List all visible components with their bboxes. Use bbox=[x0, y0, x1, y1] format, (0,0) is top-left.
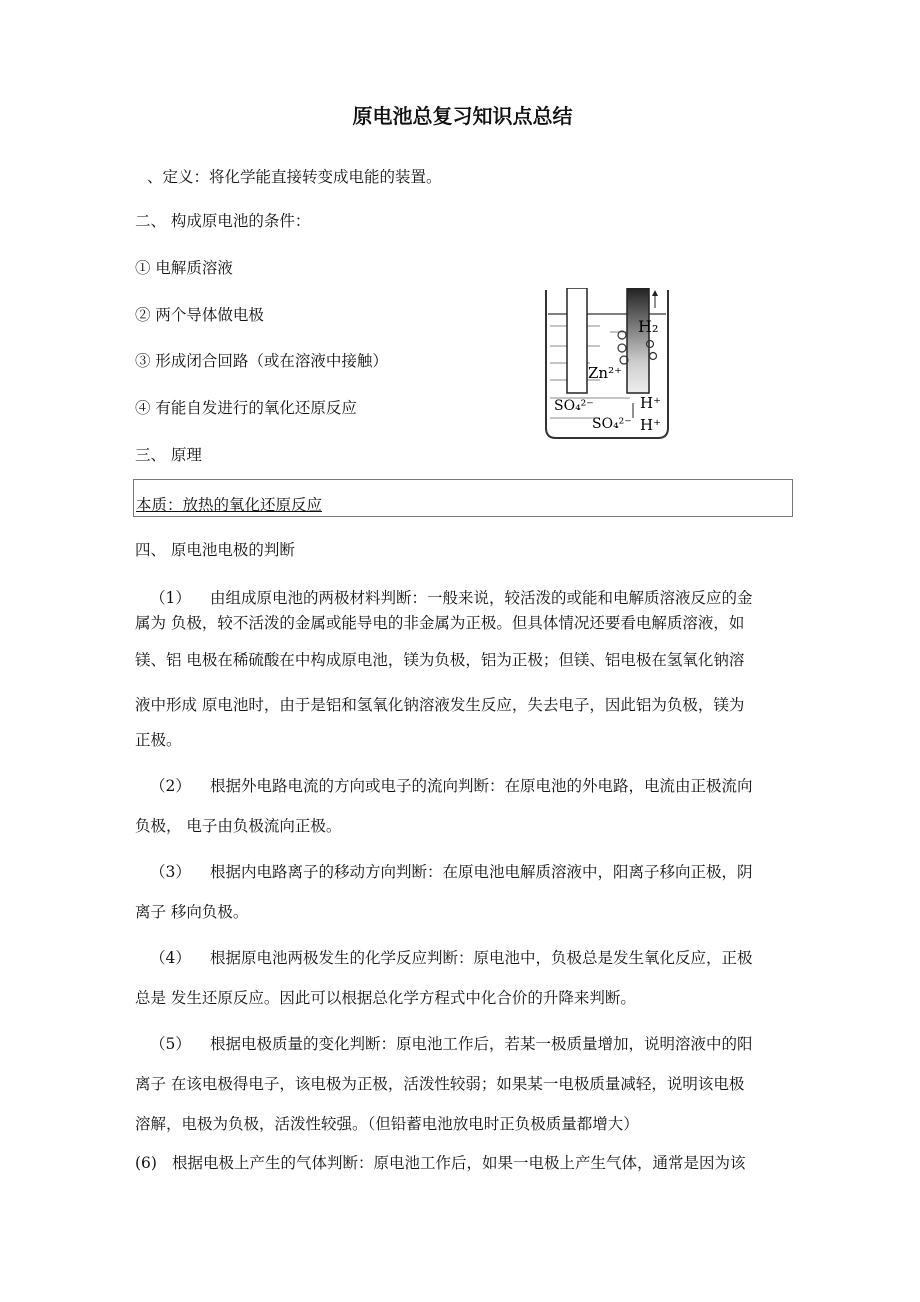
condition-item: ① 电解质溶液 bbox=[135, 259, 233, 277]
condition-item: ④ 有能自发进行的氧化还原反应 bbox=[135, 399, 357, 417]
definition: 、定义：将化学能直接转变成电能的装置。 bbox=[147, 168, 442, 186]
item-line: 属为 负极，较不活泼的金属或能导电的非金属为正极。但具体情况还要看电解质溶液，如 bbox=[135, 614, 745, 632]
label-h-plus: H⁺ bbox=[640, 416, 661, 434]
item-line: 离子 在该电极得电子，该电极为正极，活泼性较弱；如果某一电极质量减轻，说明该电极 bbox=[135, 1075, 745, 1093]
item-line: 负极， 电子由负极流向正极。 bbox=[135, 817, 342, 835]
item-line: 正极。 bbox=[135, 731, 182, 749]
condition-item: ② 两个导体做电极 bbox=[135, 306, 264, 324]
condition-item: ③ 形成闭合回路（或在溶液中接触） bbox=[135, 352, 388, 370]
label-h-plus: H⁺ bbox=[640, 394, 661, 412]
item-line: 由组成原电池的两极材料判断：一般来说，较活泼的或能和电解质溶液反应的金 bbox=[210, 589, 753, 607]
item-line: 离子 移向负极。 bbox=[135, 903, 249, 921]
item-number: （4） bbox=[150, 949, 191, 967]
judgement-heading: 四、 原电池电极的判断 bbox=[135, 541, 295, 559]
item-line: 溶解，电极为负极，活泼性较强。（但铅蓄电池放电时正负极质量都增大） bbox=[135, 1115, 639, 1133]
zinc-electrode bbox=[567, 288, 587, 393]
arrow-up-icon bbox=[652, 290, 658, 296]
page-title: 原电池总复习知识点总结 bbox=[352, 104, 573, 128]
item-line: 根据原电池两极发生的化学反应判断：原电池中，负极总是发生氧化反应，正极 bbox=[210, 949, 753, 967]
label-h2: H₂ bbox=[638, 317, 659, 336]
item-line: 根据内电路离子的移动方向判断：在原电池电解质溶液中，阳离子移向正极，阴 bbox=[210, 863, 753, 881]
label-so4: SO₄²⁻ bbox=[592, 416, 632, 432]
item-number: （1） bbox=[150, 589, 191, 607]
item-line: 根据电极质量的变化判断：原电池工作后，若某一极质量增加，说明溶液中的阳 bbox=[210, 1035, 753, 1053]
item-number: （3） bbox=[150, 863, 191, 881]
galvanic-cell-diagram bbox=[540, 288, 674, 440]
item-line: 根据外电路电流的方向或电子的流向判断：在原电池的外电路，电流由正极流向 bbox=[210, 777, 753, 795]
item-line: 总是 发生还原反应。因此可以根据总化学方程式中化合价的升降来判断。 bbox=[135, 989, 636, 1007]
item-line: 根据电极上产生的气体判断：原电池工作后，如果一电极上产生气体，通常是因为该 bbox=[172, 1154, 746, 1172]
item-line: 镁、铝 电极在稀硫酸在中构成原电池，镁为负极，铝为正极；但镁、铝电极在氢氧化钠溶 bbox=[135, 651, 745, 669]
principle-heading: 三、 原理 bbox=[135, 446, 202, 464]
essence-text: 本质：放热的氧化还原反应 bbox=[136, 496, 323, 514]
item-number: （5） bbox=[150, 1035, 191, 1053]
item-line: 液中形成 原电池时，由于是铝和氢氧化钠溶液发生反应，失去电子，因此铝为负极，镁为 bbox=[135, 696, 745, 714]
item-number: (6) bbox=[135, 1154, 157, 1172]
essence-box bbox=[133, 479, 793, 517]
conditions-heading: 二、 构成原电池的条件： bbox=[135, 212, 311, 230]
label-so4: SO₄²⁻ bbox=[554, 398, 594, 414]
copper-electrode bbox=[627, 288, 649, 393]
item-number: （2） bbox=[150, 777, 191, 795]
label-zn: Zn²⁺ bbox=[588, 364, 623, 382]
